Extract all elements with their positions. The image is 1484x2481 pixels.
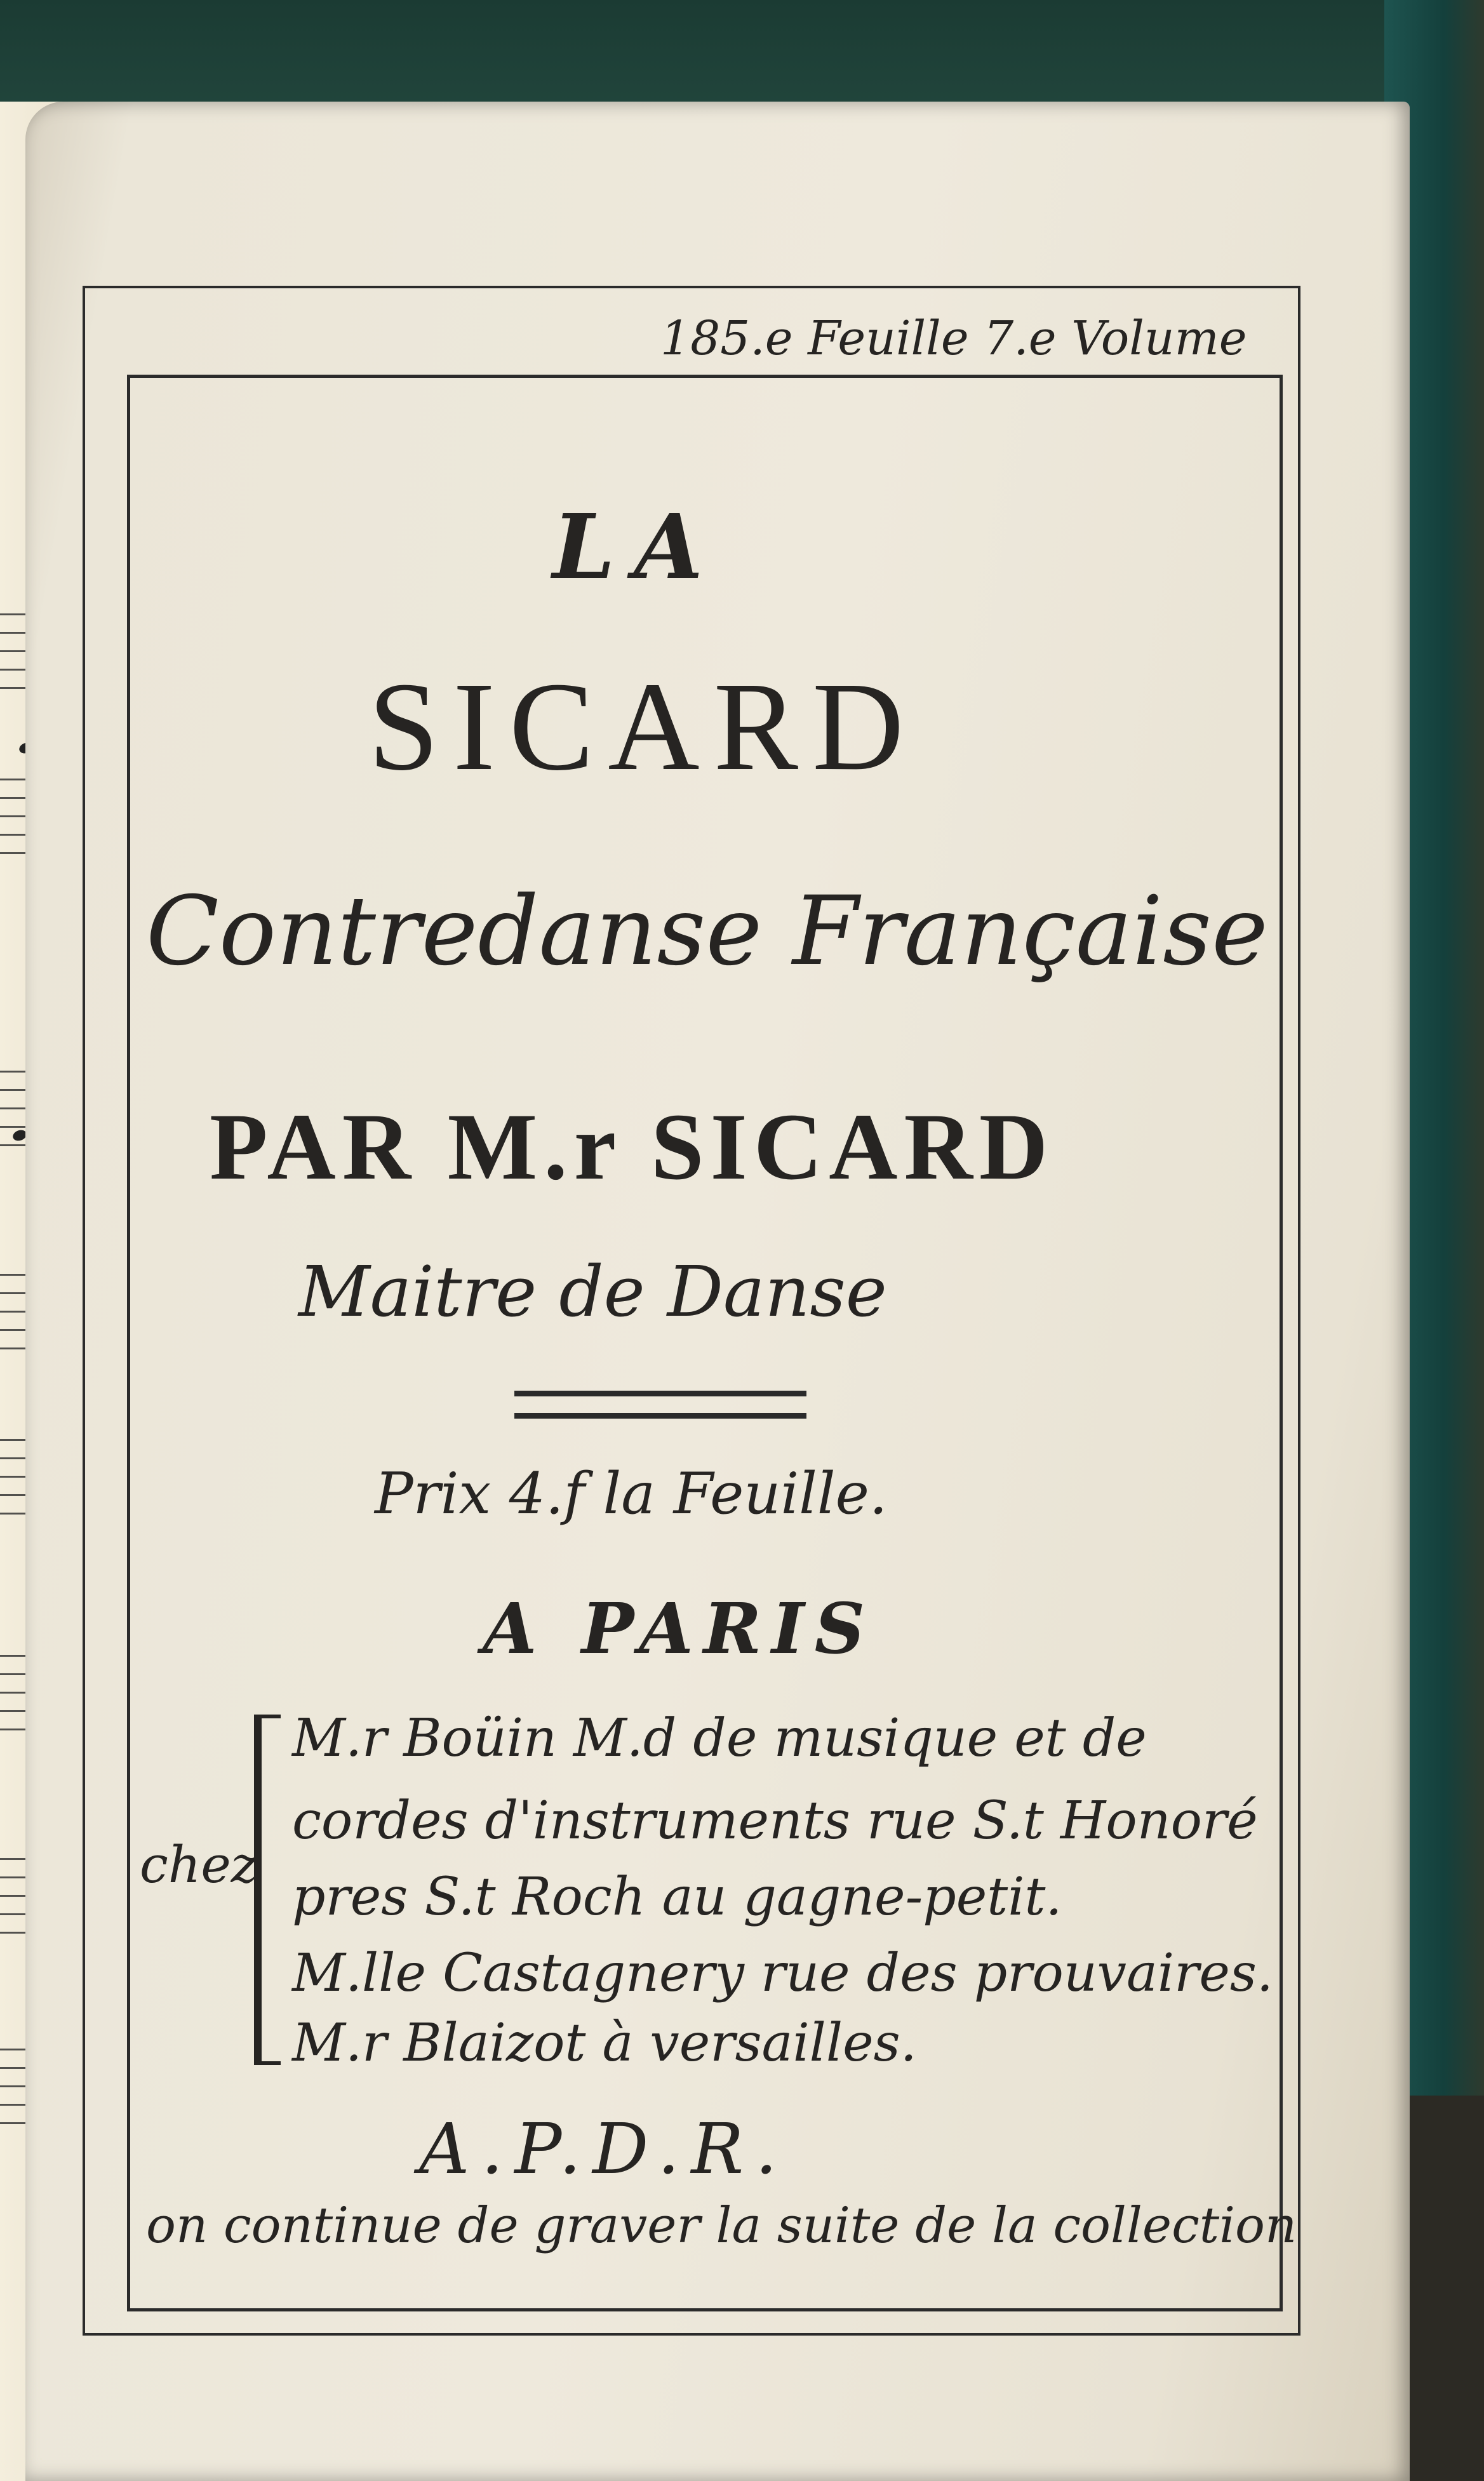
author-title: Maitre de Danse <box>298 1251 887 1332</box>
seller-line: pres S.t Roch au gagne-petit. <box>292 1867 1062 1927</box>
divider-rule <box>514 1391 806 1396</box>
seller-bracket <box>254 1715 281 2065</box>
seller-line: M.r Blaizot à versailles. <box>292 2013 917 2073</box>
city-line: A PARIS <box>483 1588 876 1669</box>
footer-note: on continue de graver la suite de la collection <box>146 2197 1297 2254</box>
title-article: LA <box>552 495 723 599</box>
divider-rule <box>514 1413 806 1419</box>
price-line: Prix 4.f la Feuille. <box>375 1461 888 1527</box>
author-line: PAR M.r SICARD <box>210 1094 1055 1200</box>
genre-line: Contredanse Française <box>146 876 1268 987</box>
seller-line: cordes d'instruments rue S.t Honoré <box>292 1791 1258 1851</box>
seller-line: M.lle Castagnery rue des prouvaires. <box>292 1943 1273 2003</box>
volume-line: 185.e Feuille 7.e Volume <box>660 311 1247 366</box>
background-shadow <box>1397 2096 1484 2481</box>
seller-line: M.r Boüin M.d de musique et de <box>292 1708 1147 1769</box>
main-title: SICARD <box>368 657 918 797</box>
chez-label: chez <box>140 1835 258 1894</box>
privilege-mark: A.P.D.R. <box>419 2108 789 2190</box>
title-page <box>25 102 1410 2481</box>
